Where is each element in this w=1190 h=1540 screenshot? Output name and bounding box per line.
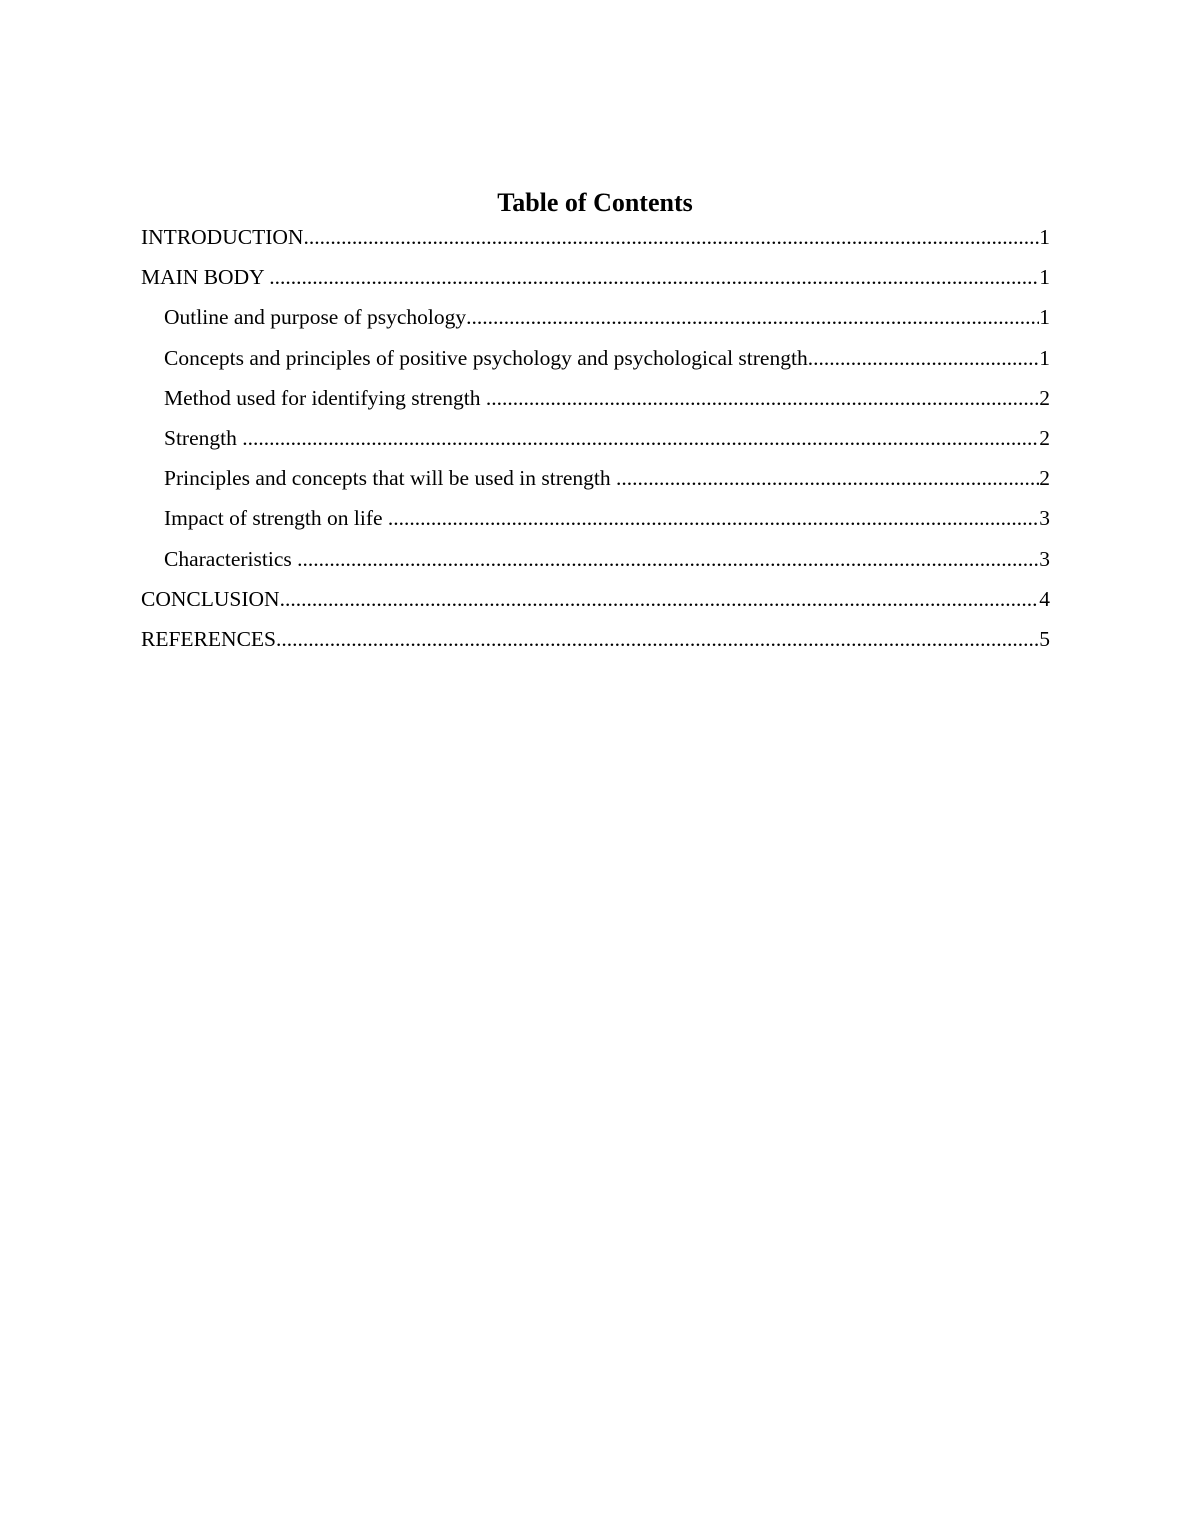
toc-dot-leader (466, 302, 1039, 332)
toc-dot-leader (486, 383, 1039, 413)
toc-page-number: 5 (1039, 626, 1050, 651)
toc-dot-leader (616, 463, 1039, 493)
toc-page-number: 2 (1039, 385, 1050, 410)
toc-page-number: 1 (1039, 265, 1050, 290)
toc-entry-strength[interactable] (141, 423, 1050, 463)
toc-entry-label: Outline and purpose of psychology (164, 305, 467, 330)
toc-page-number: 1 (1039, 345, 1050, 370)
toc-entry-introduction[interactable] (141, 222, 1050, 262)
toc-entry-principles-concepts[interactable] (141, 463, 1050, 503)
toc-dot-leader (297, 544, 1039, 574)
toc-list (141, 222, 1050, 664)
toc-entry-characteristics[interactable] (141, 544, 1050, 584)
toc-page-number: 4 (1039, 586, 1050, 611)
toc-dot-leader (303, 222, 1039, 252)
toc-page-number: 1 (1039, 305, 1050, 330)
toc-dot-leader (269, 262, 1039, 292)
toc-entry-outline-purpose[interactable] (141, 302, 1050, 342)
toc-dot-leader (388, 503, 1039, 533)
toc-entry-label: Characteristics (164, 546, 298, 571)
toc-entry-method-identifying[interactable] (141, 383, 1050, 423)
toc-entry-label: INTRODUCTION (141, 225, 304, 249)
toc-entry-main-body[interactable] (141, 262, 1050, 302)
toc-entry-impact-strength[interactable] (141, 503, 1050, 543)
toc-entry-label: Strength (164, 425, 243, 450)
toc-entry-label: CONCLUSION (141, 586, 280, 611)
toc-page-number: 1 (1039, 225, 1050, 249)
toc-entry-label: Principles and concepts that will be used in strength (164, 466, 617, 491)
toc-dot-leader (808, 343, 1040, 373)
toc-entry-conclusion[interactable] (141, 584, 1050, 624)
toc-entry-label: MAIN BODY (141, 265, 270, 290)
toc-entry-label: REFERENCES (141, 626, 276, 651)
toc-dot-leader (280, 584, 1040, 614)
toc-page-number: 2 (1039, 425, 1050, 450)
toc-entry-label: Concepts and principles of positive psychology and psychological strength (164, 345, 808, 370)
toc-page-number: 3 (1039, 506, 1050, 531)
toc-dot-leader (276, 624, 1039, 654)
toc-page-number: 3 (1039, 546, 1050, 571)
toc-page-number: 2 (1039, 466, 1050, 491)
toc-entry-concepts-principles[interactable] (141, 343, 1050, 383)
toc-title: Table of Contents (497, 188, 693, 217)
toc-entry-references[interactable] (141, 624, 1050, 664)
toc-dot-leader (242, 423, 1039, 453)
toc-entry-label: Method used for identifying strength (164, 385, 486, 410)
toc-entry-label: Impact of strength on life (164, 506, 388, 531)
